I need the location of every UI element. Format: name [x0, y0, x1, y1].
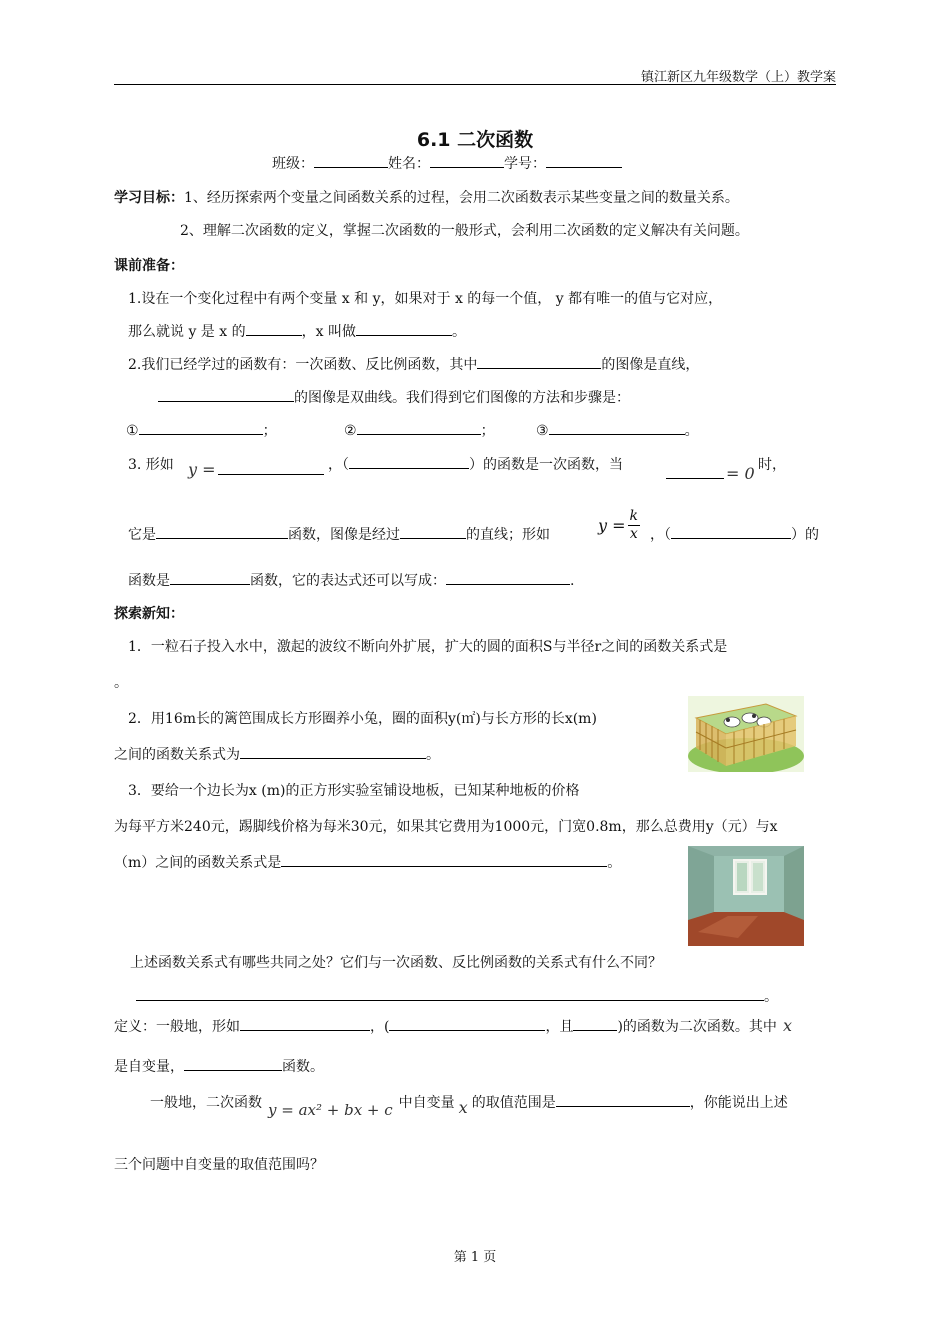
- answer-blank[interactable]: [389, 1016, 545, 1031]
- answer-blank[interactable]: [400, 524, 466, 539]
- objective-1: [114, 187, 739, 207]
- prep-q3-line3: [128, 570, 574, 590]
- class-label: 班级：: [272, 156, 314, 172]
- explore-p1-end: 。: [114, 675, 128, 691]
- rabbit-pen-image: [688, 696, 804, 772]
- step-1: [126, 420, 277, 440]
- text: ③: [536, 423, 549, 439]
- page-header: 镇江新区九年级数学（上）教学案: [640, 70, 836, 85]
- text: 那么就说 y 是 x 的: [128, 324, 246, 340]
- text: 函数是: [128, 573, 170, 589]
- prep-q3-line2: [128, 524, 550, 544]
- equals-zero: = 0: [726, 464, 755, 483]
- answer-blank[interactable]: [240, 1016, 370, 1031]
- objective-1-text: 1、经历探索两个变量之间函数关系的过程，会用二次函数表示某些变量之间的数量关系。: [184, 190, 739, 206]
- text: 函数，它的表达式还可以写成：: [250, 573, 446, 589]
- definition-line1: [114, 1016, 792, 1036]
- explore-p1: 1．一粒石子投入水中，激起的波纹不断向外扩展，扩大的圆的面积S与半径r之间的函数关系式是: [128, 639, 728, 655]
- answer-blank[interactable]: [139, 420, 263, 435]
- text: 。: [607, 855, 622, 871]
- text: 的图像是双曲线。我们得到它们图像的方法和步骤是：: [294, 390, 630, 406]
- class-blank[interactable]: [314, 153, 388, 168]
- text: 定义：一般地，形如: [114, 1019, 240, 1035]
- text: 中自变量: [398, 1095, 455, 1111]
- answer-blank[interactable]: [156, 524, 288, 539]
- prep-q1-line2: [128, 321, 466, 341]
- text: ）的函数是一次函数，当: [469, 457, 623, 473]
- answer-blank[interactable]: [446, 570, 570, 585]
- explore-p3-line2: 为每平方米240元，踢脚线价格为每米30元，如果其它费用为1000元，门宽0.8m，那么总费用y（元）与x: [114, 819, 778, 835]
- text: ）的: [791, 527, 819, 543]
- text: 函数。: [282, 1059, 324, 1075]
- numerator: k: [629, 508, 639, 524]
- text: 的直线；形如: [466, 527, 550, 543]
- denominator: x: [629, 526, 638, 542]
- explore-p2-line1: 2．用16m长的篱笆围成长方形圈养小兔，圈的面积y(㎡)与长方形的长x(m): [128, 711, 597, 727]
- text: ；: [262, 423, 277, 439]
- name-blank[interactable]: [430, 153, 504, 168]
- answer-blank[interactable]: [349, 454, 469, 469]
- answer-blank[interactable]: [170, 570, 250, 585]
- answer-blank[interactable]: [240, 744, 426, 759]
- question-answer: [136, 986, 778, 1006]
- explore-p2-line2: [114, 744, 440, 764]
- room-floor-image: [688, 846, 804, 946]
- answer-blank[interactable]: [218, 460, 324, 475]
- text: ，（: [650, 527, 671, 543]
- text: 一般地，二次函数: [150, 1095, 262, 1111]
- answer-blank[interactable]: [556, 1092, 690, 1107]
- page-title: 6.1 二次函数: [416, 129, 534, 151]
- range-line1: [150, 1092, 788, 1119]
- explore-question: 上述函数关系式有哪些共同之处？它们与一次函数、反比例函数的关系式有什么不同？: [130, 955, 662, 971]
- condition-blank[interactable]: [666, 464, 724, 483]
- text: )的函数为二次函数。其中: [617, 1019, 777, 1035]
- variable-x: x: [458, 1098, 468, 1117]
- y-equals: y =: [188, 460, 216, 479]
- answer-blank[interactable]: [281, 852, 607, 867]
- prep-q2-line2: [158, 387, 630, 407]
- definition-line2: [114, 1056, 324, 1076]
- text: 它是: [128, 527, 156, 543]
- text: 之间的函数关系式为: [114, 747, 240, 763]
- text: 的图像是直线，: [601, 357, 700, 373]
- text: （m）之间的函数关系式是: [114, 855, 282, 871]
- answer-blank[interactable]: [136, 986, 764, 1001]
- text: ；: [480, 423, 495, 439]
- objective-2: 2、理解二次函数的定义，掌握二次函数的一般形式，会利用二次函数的定义解决有关问题。: [180, 223, 749, 239]
- student-info: [272, 153, 622, 173]
- answer-blank[interactable]: [477, 354, 601, 369]
- range-line2: 三个问题中自变量的取值范围吗？: [114, 1157, 324, 1173]
- text: 函数，图像是经过: [288, 527, 400, 543]
- prep-q2-line1: [128, 354, 699, 374]
- text: 是自变量，: [114, 1059, 184, 1075]
- answer-blank[interactable]: [666, 464, 724, 479]
- text: 3. 形如: [128, 457, 174, 473]
- text: ，且: [545, 1019, 574, 1035]
- step-3: [536, 420, 699, 440]
- text: 。: [764, 989, 778, 1005]
- prep-q1-line1: 1.设在一个变化过程中有两个变量 x 和 y，如果对于 x 的每一个值， y 都有唯一的值与它对应，: [128, 291, 723, 307]
- prep-q3-line1: [128, 454, 174, 474]
- variable-x: x: [782, 1016, 792, 1035]
- objectives-label: 学习目标：: [114, 190, 184, 206]
- step-2: [344, 420, 495, 440]
- answer-blank[interactable]: [158, 387, 294, 402]
- y-equals: y =: [598, 516, 626, 535]
- prep-heading: 课前准备：: [114, 258, 184, 274]
- answer-blank[interactable]: [184, 1056, 282, 1071]
- id-blank[interactable]: [546, 153, 622, 168]
- answer-blank[interactable]: [357, 420, 481, 435]
- id-label: 学号：: [504, 156, 546, 172]
- text: ②: [344, 423, 357, 439]
- answer-blank[interactable]: [356, 321, 452, 336]
- text: ，你能说出上述: [689, 1095, 788, 1111]
- answer-blank[interactable]: [671, 524, 791, 539]
- quadratic-formula: y = ax² + bx + c: [268, 1101, 393, 1119]
- text: ①: [126, 423, 139, 439]
- text: 2.我们已经学过的函数有：一次函数、反比例函数，其中: [128, 357, 478, 373]
- text: .: [570, 573, 575, 589]
- prep-q3-line1b: [328, 454, 623, 474]
- answer-blank[interactable]: [573, 1016, 617, 1031]
- explore-p3-line3: [114, 852, 621, 872]
- prep-q3-when: 时，: [758, 457, 786, 473]
- prep-q3-line2b: [650, 524, 819, 544]
- text: 。: [684, 423, 699, 439]
- fraction-k-over-x: [628, 508, 640, 543]
- text: 的取值范围是: [471, 1095, 556, 1111]
- explore-p3-line1: 3．要给一个边长为x (m)的正方形实验室铺设地板，已知某种地板的价格: [128, 783, 580, 799]
- text: ，x 叫做: [301, 324, 356, 340]
- explore-heading: 探索新知：: [114, 606, 184, 622]
- text: ，(: [370, 1019, 390, 1035]
- answer-blank[interactable]: [246, 321, 302, 336]
- formula-blank[interactable]: [218, 460, 324, 479]
- text: ，（: [328, 457, 349, 473]
- name-label: 姓名：: [388, 156, 430, 172]
- inverse-formula: [598, 508, 642, 543]
- text: 。: [451, 324, 466, 340]
- text: 。: [426, 747, 440, 763]
- page-number: 第 1 页: [453, 1250, 497, 1265]
- header-rule: [114, 84, 836, 85]
- answer-blank[interactable]: [549, 420, 685, 435]
